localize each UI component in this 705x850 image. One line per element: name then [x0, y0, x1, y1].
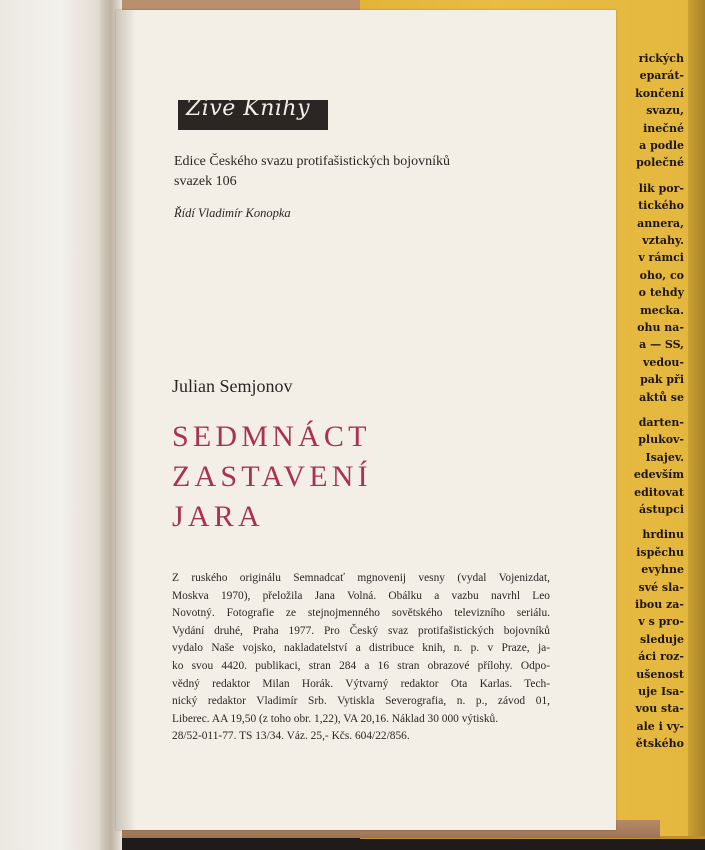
jacket-flap-fragment: v s pro-: [638, 615, 684, 629]
edition-info: [174, 152, 450, 192]
jacket-flap-fragment: ispěchu: [636, 545, 684, 559]
jacket-flap-fragment: mecka.: [640, 303, 684, 317]
jacket-flap-fragment: sleduje: [639, 632, 684, 646]
jacket-flap-fragment: ušenost: [636, 667, 684, 681]
jacket-flap-fragment: ale i vy-: [636, 719, 684, 733]
edition-line: Edice Českého svazu protifašistických bojovníků: [174, 154, 451, 169]
jacket-flap-fragment: vedou-: [643, 355, 684, 369]
left-blank-page: [0, 0, 112, 850]
book-title-line-1: SEDMNÁCT: [172, 420, 371, 453]
series-logo: [178, 90, 330, 134]
jacket-flap-fragment: a podle: [639, 139, 684, 152]
colophon-line: Novotný. Fotografie ze stejnojmenného sovětského televizního seriálu.: [172, 607, 550, 620]
print-code: 28/52-011-77. TS 13/34. Váz. 25,- Kčs. 604/22/856.: [172, 730, 410, 742]
jacket-flap-fragment: o tehdy: [638, 286, 684, 300]
jacket-flap-fragment: edevším: [633, 468, 684, 482]
jacket-flap-fragment: a — SS,: [639, 338, 684, 352]
book-title-line-2: ZASTAVENÍ: [172, 460, 372, 493]
jacket-flap-fragment: polečné: [636, 156, 684, 170]
jacket-flap-fragment: inečné: [643, 121, 684, 135]
colophon-line: Liberec. AA 19,50 (z toho obr. 1,22), VA 20,16. Náklad 30 000 výtisků.: [172, 712, 499, 725]
jacket-flap-fragment: editovat: [634, 485, 684, 499]
jacket-flap-fragment: vztahy.: [642, 234, 684, 247]
colophon-line: Z ruského originálu Semnadcať mgnovenij vesny (vydal Vojenizdat,: [172, 572, 550, 584]
colophon-line: ko svou 4420. publikaci, stran 284 a 16 stran obrazové přílohy. Odpo-: [172, 659, 550, 672]
jacket-flap-fragment: hrdinu: [642, 528, 684, 542]
colophon-line: Vydání druhé, Praha 1977. Pro Český svaz protifašistických bojovníků: [172, 624, 550, 637]
jacket-flap-fragment: ástupci: [639, 503, 684, 516]
jacket-flap-fragment: Isajev.: [645, 450, 684, 464]
jacket-flap-fragment: pak při: [640, 373, 684, 387]
jacket-flap-fragment: aktů se: [639, 390, 684, 404]
jacket-flap-fragment: ětského: [635, 737, 684, 751]
jacket-flap-fragment: áci roz-: [638, 650, 684, 664]
jacket-flap-fragment: ohu na-: [637, 321, 684, 334]
volume-number: svazek 106: [174, 174, 237, 189]
jacket-flap-fragment: v rámci: [638, 251, 684, 265]
jacket-flap-fragment: svazu,: [646, 104, 684, 118]
jacket-flap-fragment: lik por-: [638, 181, 684, 195]
page-fold-shadow: [116, 10, 136, 830]
dust-jacket-edge: [688, 0, 705, 836]
jacket-flap-fragment: své sla-: [638, 580, 684, 594]
jacket-flap-fragment: eparát-: [639, 69, 684, 83]
book-title-line-3: JARA: [172, 500, 264, 533]
jacket-flap-fragment: oho, co: [639, 268, 684, 282]
jacket-flap-fragment: uje Isa-: [638, 685, 684, 698]
series-editor: Řídí Vladimír Konopka: [174, 206, 291, 220]
jacket-flap-fragment: končení: [635, 86, 684, 100]
jacket-flap-fragment: vou sta-: [635, 702, 684, 716]
title-page: [116, 10, 616, 830]
jacket-flap-fragment: rických: [638, 52, 684, 65]
jacket-flap-fragment: ibou za-: [635, 598, 684, 611]
jacket-flap-fragment: plukov-: [638, 433, 684, 447]
jacket-flap-fragment: evyhne: [641, 563, 684, 577]
colophon: [172, 570, 550, 728]
series-logo-text: Živé Knihy: [186, 96, 311, 121]
jacket-flap-fragment: darten-: [638, 416, 684, 429]
colophon-line: Moskva 1970), přeložila Jana Volná. Obálku a vazbu navrhl Leo: [172, 589, 550, 602]
colophon-line: nický redaktor Vladimír Srb. Vytiskla Severografia, n. p., závod 01,: [172, 695, 550, 708]
jacket-flap-fragment: tického: [638, 199, 684, 213]
colophon-line: vydalo Naše vojsko, nakladatelství a distribuce knih, n. p. v Praze, ja-: [172, 642, 550, 655]
jacket-flap-fragment: annera,: [637, 216, 684, 230]
author-name: Julian Semjonov: [172, 376, 293, 396]
colophon-line: vědný redaktor Milan Horák. Výtvarný redaktor Ota Karlas. Tech-: [172, 677, 550, 690]
